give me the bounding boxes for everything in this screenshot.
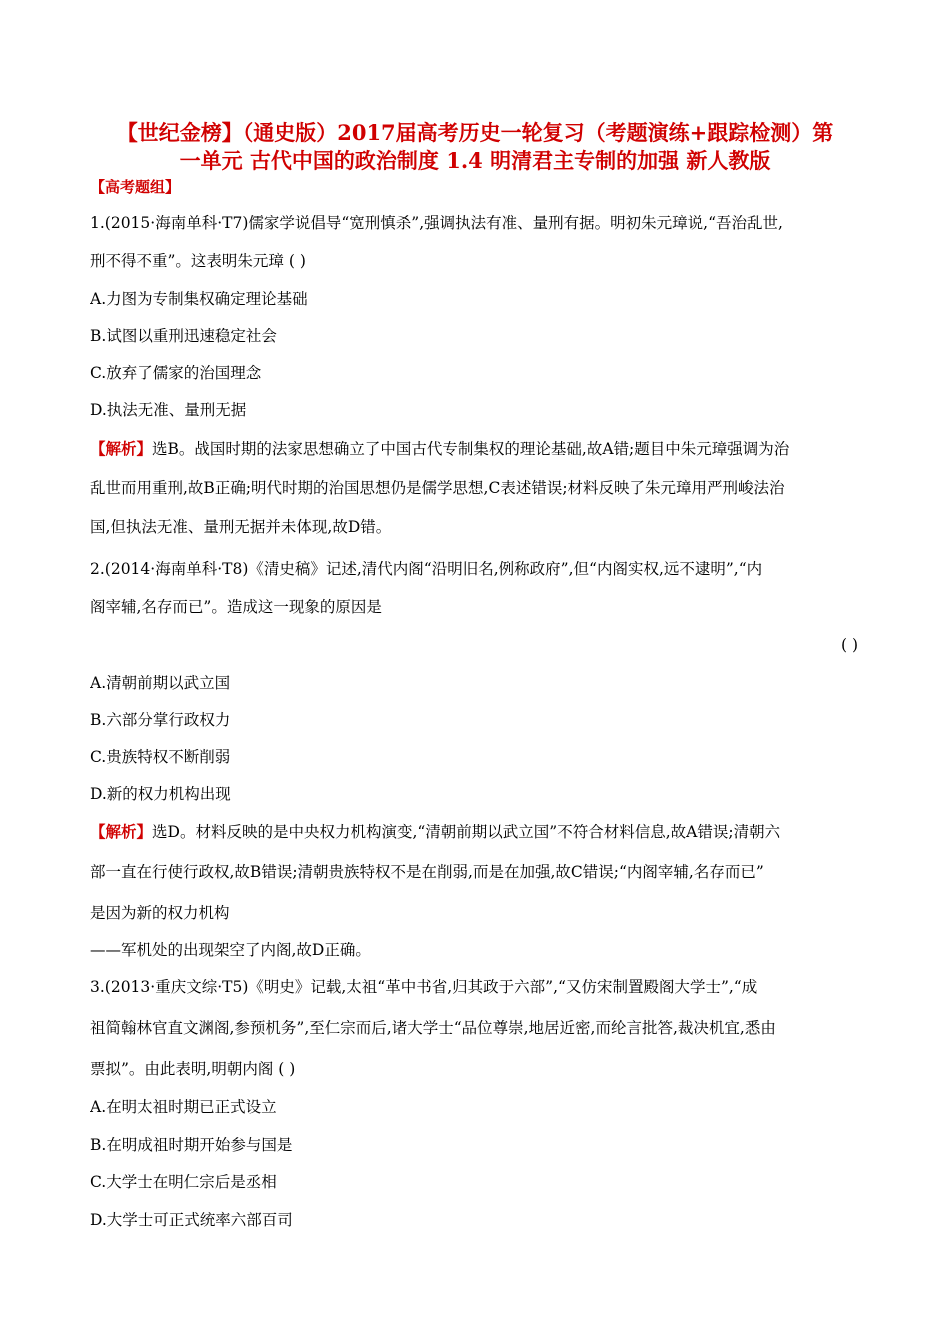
question-1-stem-line-1: 1.(2015·海南单科·T7)儒家学说倡导“宽刑慎杀”,强调执法有准、量刑有据。明初朱元璋说,“吾治乱世, <box>90 214 783 232</box>
question-2-answer-paren: ( ) <box>840 636 858 654</box>
document-title-line-2: 一单元 古代中国的政治制度 1.4 明清君主专制的加强 新人教版 <box>179 148 771 173</box>
section-label: 【高考题组】 <box>90 178 181 196</box>
question-1-option-d: D.执法无准、量刑无据 <box>90 401 247 419</box>
question-2-option-a: A.清朝前期以武立国 <box>90 674 231 692</box>
question-2-analysis-line-3: 是因为新的权力机构 <box>90 904 230 922</box>
question-1-option-a: A.力图为专制集权确定理论基础 <box>90 290 308 308</box>
question-1-analysis-line-2: 乱世而用重刑,故B正确;明代时期的治国思想仍是儒学思想,C表述错误;材料反映了朱元璋用严刑峻法治 <box>90 479 785 497</box>
analysis-tag: 【解析】 <box>90 822 153 841</box>
question-1-analysis-line-3: 国,但执法无准、量刑无据并未体现,故D错。 <box>90 518 392 536</box>
question-2-option-d: D.新的权力机构出现 <box>90 785 231 803</box>
analysis-text: 选D。材料反映的是中央权力机构演变,“清朝前期以武立国”不符合材料信息,故A错误;清朝六 <box>152 823 781 841</box>
question-3-option-c: C.大学士在明仁宗后是丞相 <box>90 1173 277 1191</box>
question-2-stem-line-1: 2.(2014·海南单科·T8)《清史稿》记述,清代内阁“沿明旧名,例称政府”,但“内阁实权,远不逮明”,“内 <box>90 560 763 578</box>
question-1-option-c: C.放弃了儒家的治国理念 <box>90 364 262 382</box>
question-1-option-b: B.试图以重刑迅速稳定社会 <box>90 327 277 345</box>
question-3-option-b: B.在明成祖时期开始参与国是 <box>90 1136 293 1154</box>
question-3-stem-line-1: 3.(2013·重庆文综·T5)《明史》记载,太祖“革中书省,归其政于六部”,“又仿宋制置殿阁大学士”,“成 <box>90 978 758 996</box>
question-2-analysis-line-2: 部一直在行使行政权,故B错误;清朝贵族特权不是在削弱,而是在加强,故C错误;“内阁宰辅,名存而已” <box>90 863 764 881</box>
document-title-line-1: 【世纪金榜】（通史版）2017届高考历史一轮复习（考题演练+跟踪检测）第 <box>116 120 834 145</box>
question-3-option-d: D.大学士可正式统率六部百司 <box>90 1211 293 1229</box>
question-2-option-b: B.六部分掌行政权力 <box>90 711 231 729</box>
question-1-stem-line-2: 刑不得不重”。这表明朱元璋 ( ) <box>90 252 306 270</box>
analysis-tag: 【解析】 <box>90 439 153 458</box>
analysis-text: 选B。战国时期的法家思想确立了中国古代专制集权的理论基础,故A错;题目中朱元璋强调为治 <box>152 440 790 458</box>
question-2-option-c: C.贵族特权不断削弱 <box>90 748 231 766</box>
question-2-analysis-line-1 <box>90 821 865 843</box>
question-3-stem-line-2: 祖简翰林官直文渊阁,参预机务”,至仁宗而后,诸大学士“品位尊崇,地居近密,而纶言批答,裁决机宜,悉由 <box>90 1019 776 1037</box>
question-1-analysis-line-1 <box>90 438 865 460</box>
question-2-stem-line-2: 阁宰辅,名存而已”。造成这一现象的原因是 <box>90 598 382 616</box>
question-2-analysis-line-4: ——军机处的出现架空了内阁,故D正确。 <box>90 941 371 959</box>
question-3-option-a: A.在明太祖时期已正式设立 <box>90 1098 277 1116</box>
question-3-stem-line-3: 票拟”。由此表明,明朝内阁 ( ) <box>90 1060 296 1078</box>
